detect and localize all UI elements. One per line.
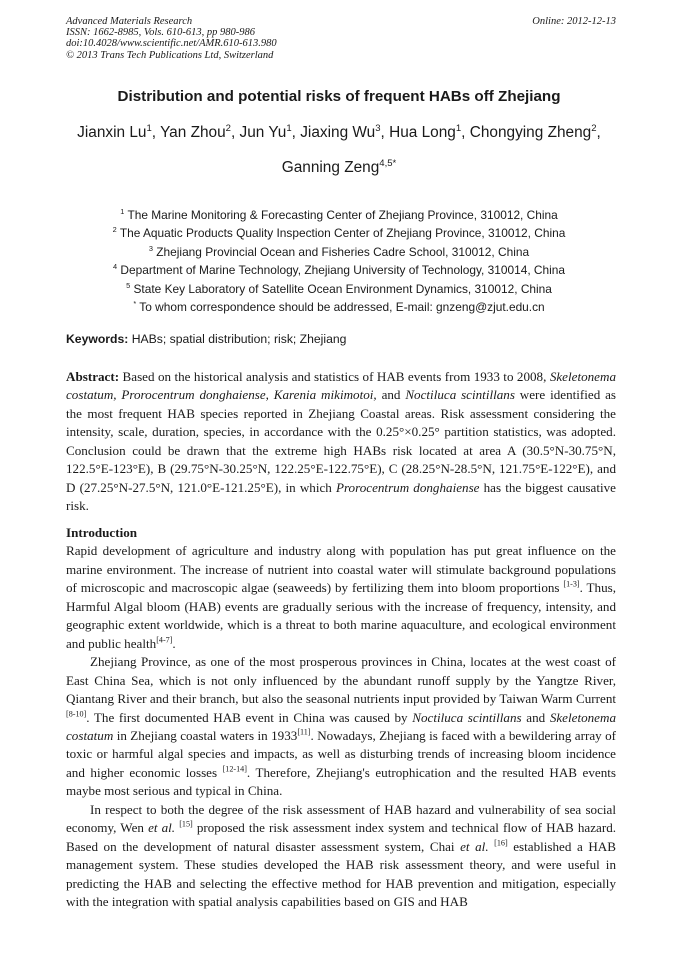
- paragraph-text: and: [526, 709, 546, 725]
- species-name: Noctiluca scintillans: [405, 387, 515, 403]
- abstract-text: were identified as the most frequent HAB species reported in Zhejiang Coastal areas. Risk assessment considering the intensity, scale, duration, species, in accordance with the 0.25°×0.25° partition statistics, was adopted. Conclusion could be drawn that the extreme high HABs risk located at area A (30.5°N-30.75°N, 122.5°E-123°E), B (29.75°N-30.25°N, 122.25°E-122.75°E), C (28.25°N-28.5°N, 121.75°E-122°E), and D (27.25°N-27.5°N, 121.0°E-121.25°E), in which: [66, 387, 616, 495]
- doi-line: doi:10.4028/www.scientific.net/AMR.610-613.980: [66, 38, 277, 50]
- affiliation-text: The Aquatic Products Quality Inspection Center of Zhejiang Province, 310012, China: [119, 226, 566, 241]
- author-affiliation-mark: 1: [146, 122, 152, 134]
- abstract-paragraph: [66, 368, 616, 516]
- affiliation-list: [0, 206, 678, 316]
- paragraph-text: . Nowadays, Zhejiang is faced with a bewildering array of toxic or harmful algal species and impacts, as well as disturbing trends of increasing bloom incidence and higher economic losses: [66, 727, 616, 780]
- online-date: Online: 2012-12-13: [532, 16, 616, 27]
- affiliation-text: State Key Laboratory of Satellite Ocean Environment Dynamics, 310012, China: [133, 281, 552, 296]
- citation: [11]: [297, 727, 311, 737]
- paragraph-text: Zhejiang Province, as one of the most prosperous provinces in China, locates at the west coast of East China Sea, which is not only influenced by the abundant runoff supply by the Yangtze River, Qiantang River and their branch, but also the seasonal nutrients input provided by Taiwan Warm Current: [66, 654, 616, 707]
- citation: [4-7]: [156, 635, 173, 645]
- author-name: Yan Zhou: [160, 124, 226, 141]
- journal-header: [66, 16, 616, 61]
- introduction-section: [66, 524, 616, 912]
- affiliation-mark: *: [133, 298, 137, 308]
- abstract: [66, 368, 616, 516]
- affiliation-item: [0, 298, 678, 316]
- abstract-text: and: [381, 387, 401, 403]
- paragraph-text: established a HAB management system. These studies developed the HAB risk assessment theory, and were useful in predicting the HAB and selecting the effective method for HAB prevention and mitigation, especially with the integration with spatial analysis capabilities based on GIS and HAB: [66, 838, 616, 910]
- abstract-text: has the biggest causative risk.: [66, 479, 616, 514]
- species-name: Skeletonema costatum, Prorocentrum donghaiense, Karenia mikimotoi,: [66, 369, 616, 403]
- author-name: Chongying Zheng: [469, 124, 592, 141]
- paragraph-text: In respect to both the degree of the risk assessment of HAB hazard and vulnerability of sea social economy, Wen: [66, 801, 616, 836]
- affiliation-mark: 1: [120, 207, 125, 217]
- affiliation-item: [0, 261, 678, 279]
- author-name: Jiaxing Wu: [300, 124, 376, 141]
- author-affiliation-mark: 2: [225, 122, 231, 134]
- paragraph-text: proposed the risk assessment index system and technical flow of HAB hazard. Based on the development of natural disaster assessment system, Chai: [66, 820, 617, 854]
- paragraph-text: . The first documented HAB event in China was caused by: [86, 709, 408, 725]
- author-affiliation-mark: 4,5*: [379, 157, 397, 169]
- author-name: Jianxin Lu: [77, 124, 147, 141]
- citation: [1-3]: [563, 580, 580, 589]
- author-affiliation-mark: 1: [455, 122, 462, 134]
- author-name: Ganning Zeng: [281, 159, 380, 176]
- abstract-label: Abstract:: [66, 369, 120, 384]
- affiliation-text: Zhejiang Provincial Ocean and Fisheries Cadre School, 310012, China: [156, 244, 530, 259]
- affiliation-item: [0, 206, 678, 224]
- body-paragraph: [66, 653, 616, 801]
- author-affiliation-mark: 3: [375, 122, 381, 134]
- et-al: et al.: [148, 820, 176, 836]
- species-name: Prorocentrum donghaiense: [335, 479, 480, 495]
- author-affiliation-mark: 2: [591, 122, 597, 134]
- affiliation-item: [0, 243, 678, 261]
- citation: [15]: [179, 819, 193, 829]
- affiliation-mark: 4: [112, 262, 118, 272]
- keywords: [66, 332, 616, 346]
- affiliation-item: [0, 280, 678, 298]
- affiliation-text: The Marine Monitoring & Forecasting Center of Zhejiang Province, 310012, China: [127, 208, 558, 222]
- section-heading: Introduction: [66, 525, 138, 540]
- copyright-line: © 2013 Trans Tech Publications Ltd, Switzerland: [66, 49, 274, 61]
- paragraph-text: . Thus, Harmful Algal bloom (HAB) events are gradually serious with the increase of frequency, intensity, and geographic extent worldwide, which is a threat to both marine aquaculture, and ecological environment and public health: [66, 580, 616, 651]
- body-paragraph: [66, 801, 616, 912]
- citation: [12-14]: [222, 764, 247, 774]
- issn-line: ISSN: 1662-8985, Vols. 610-613, pp 980-986: [66, 27, 255, 39]
- author-affiliation-mark: 1: [286, 122, 292, 134]
- paragraph-text: in Zhejiang coastal waters in 1933: [116, 727, 298, 743]
- paragraph-text: .: [172, 635, 176, 651]
- et-al: et al.: [460, 838, 489, 854]
- author-name: Jun Yu: [239, 124, 287, 141]
- species-name: Noctiluca scintillans: [412, 709, 522, 725]
- affiliation-mark: 3: [148, 243, 153, 253]
- citation: [8-10]: [66, 709, 87, 719]
- paragraph-text: . Therefore, Zhejiang's eutrophication and the resulted HAB events maybe most serious and typical in China.: [66, 764, 616, 799]
- affiliation-item: [0, 224, 678, 242]
- journal-name: Advanced Materials Research: [66, 16, 193, 27]
- keywords-text: HABs; spatial distribution; risk; Zhejiang: [131, 332, 347, 346]
- author-name: Hua Long: [389, 124, 456, 141]
- citation: [16]: [494, 838, 508, 848]
- abstract-text: Based on the historical analysis and statistics of HAB events from 1933 to 2008,: [122, 369, 547, 384]
- paper-title: Distribution and potential risks of frequent HABs off Zhejiang: [117, 88, 561, 105]
- affiliation-text: To whom correspondence should be addressed, E-mail: gnzeng@zjut.edu.cn: [139, 299, 545, 314]
- affiliation-mark: 2: [112, 225, 117, 235]
- keywords-label: Keywords:: [66, 332, 129, 346]
- author-line-1: Jianxin Lu$^1$, Yan Zhou$^2$, Jun Yu$^1$, Jiaxing Wu$^3$, Hua Long$^1$, Chongying Zheng$^2$,: [77, 122, 601, 141]
- species-name: Skeletonema costatum: [66, 709, 616, 743]
- body-paragraph: [66, 542, 616, 653]
- paragraph-text: Rapid development of agriculture and industry along with population has put great influence on the marine environment. The increase of nutrient into coastal water will stimulate background populations of microscopic and macroscopic algae (seaweeds) by fertilizing them into bloom proportions: [66, 543, 616, 596]
- author-line-2: [0, 159, 678, 177]
- affiliation-text: Department of Marine Technology, Zhejiang University of Technology, 310014, China: [120, 263, 566, 278]
- affiliation-mark: 5: [126, 280, 131, 290]
